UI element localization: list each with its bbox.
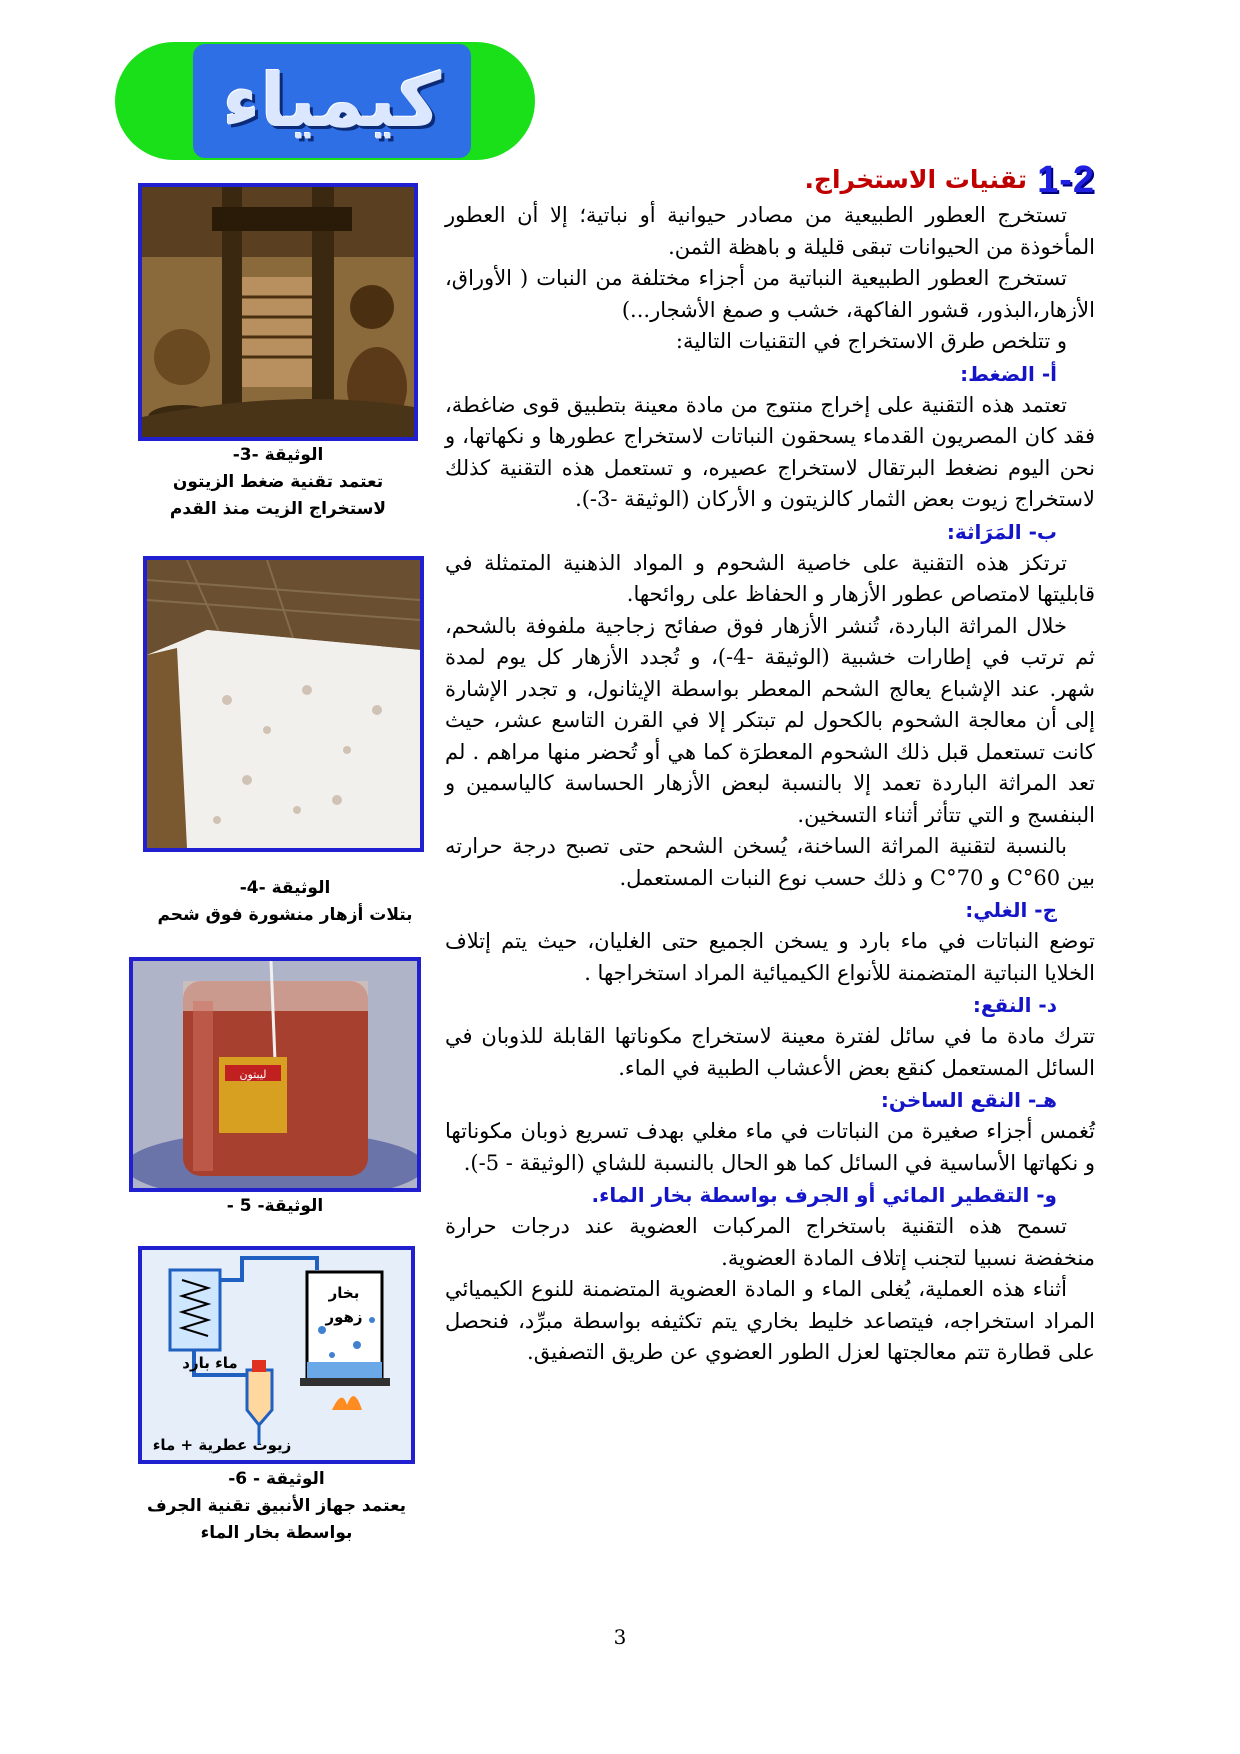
page-number: 3 — [613, 1625, 627, 1649]
diagram-steam-label: بخار — [328, 1284, 360, 1302]
heading-enfleurage: ب- المَرَاثة: — [946, 519, 1057, 544]
paragraph-boiling: توضع النباتات في ماء بارد و يسخن الجميع حتى الغليان، حيث يتم إتلاف الخلايا النباتية المتضمنة للأنواع الكيميائية المراد استخراجها . — [445, 929, 1095, 985]
document-5-image — [129, 957, 421, 1192]
tea-label-text: ليبتون — [239, 1068, 267, 1081]
section-number: 1-2 — [1037, 159, 1095, 201]
section-heading — [445, 160, 1095, 200]
olive-press-illustration — [142, 187, 414, 437]
document-4-image — [143, 556, 424, 852]
heading-maceration: د- النقع: — [972, 993, 1057, 1017]
document-3-caption-line2: لاستخراج الزيت منذ القدم — [169, 499, 387, 519]
document-6-label: الوثيقة - 6- — [228, 1469, 325, 1489]
paragraph-enfleurage: ترتكز هذه التقنية على خاصية الشحوم و المواد الذهنية المتمثلة في قابليتها لامتصاص عطور الأزهار و الحفاظ على روائحها. — [445, 550, 1095, 606]
header-title: كيمياء — [222, 58, 442, 144]
document-6-caption-line1: يعتمد جهاز الأنبيق تقنية الجرف — [146, 1496, 407, 1516]
heading-boiling: ج- الغلي: — [965, 898, 1057, 922]
document-3-caption-line1: تعتمد تقنية ضغط الزيتون — [172, 472, 384, 492]
document-4-label: الوثيقة -4- — [239, 878, 331, 898]
diagram-flowers-label: زهور — [325, 1308, 363, 1326]
diagram-oils-label: زيوت عطرية + ماء — [152, 1436, 292, 1454]
paragraph-intro: تستخرج العطور الطبيعية من مصادر حيوانية أو نباتية؛ إلا أن العطور المأخوذة من الحيوانات تبقى قليلة و باهظة الثمن. — [445, 203, 1095, 259]
paragraph-steam-distillation: تسمح هذه التقنية باستخراج المركبات العضوية عند درجات حرارة منخفضة نسبيا لتجنب إتلاف المادة العضوية. — [445, 1214, 1095, 1270]
document-4-caption-line1: بتلات أزهار منشورة فوق شحم — [157, 905, 413, 925]
condenser-icon — [170, 1270, 220, 1350]
document-3-image — [138, 183, 418, 441]
paragraph-cold-enfleurage: خلال المراثة الباردة، تُنشر الأزهار فوق صفائح زجاجية ملفوفة بالشحم، ثم ترتب في إطارات خشبية (الوثيقة -4-)، و تُجدد الأزهار كل يوم لمدة شهر. عند الإشباع يعالج الشحم المعطر بواسطة الإيثانول، و تجدر الإشارة إلى أن معالجة الشحوم بالكحول لم تبتكر إلا في القرن التاسع عشر، حيث كانت تستعمل قبل ذلك الشحوم المعطرَة كما هي أو تُحضر منها مراهم . لم تعد المراثة الباردة تعمد إلا بالنسبة لبعض الأزهار الحساسة كالياسمين و البنفسج و التي تتأثر أثناء التسخين. — [445, 613, 1095, 827]
document-6-caption-line2: بواسطة بخار الماء — [200, 1523, 353, 1543]
document-6-caption — [138, 1466, 415, 1547]
heading-pressing: أ- الضغط: — [960, 361, 1057, 386]
heading-steam-distillation: و- التقطير المائي أو الجرف بواسطة بخار الماء. — [591, 1183, 1057, 1207]
paragraph-maceration: تترك مادة ما في سائل لفترة معينة لاستخراج مكوناتها القابلة للذوبان في السائل المستعمل كنقع بعض الأعشاب الطبية في الماء. — [445, 1024, 1095, 1080]
document-6-image — [138, 1246, 415, 1464]
alembic-diagram — [142, 1250, 411, 1460]
section-title: تقنيات الاستخراج. — [804, 165, 1028, 194]
document-3-label: الوثيقة -3- — [232, 445, 324, 465]
heading-infusion: هـ- النقع الساخن: — [880, 1088, 1057, 1112]
document-5-label: الوثيقة- 5 - — [226, 1196, 324, 1216]
document-4-caption — [140, 875, 430, 929]
petals-on-fat-photo — [147, 560, 420, 848]
header-title-box — [193, 44, 471, 158]
paragraph-hot-enfleurage: بالنسبة لتقنية المراثة الساخنة، يُسخن الشحم حتى تصبح درجة حرارته بين 60°C و 70°C و ذلك حسب نوع النبات المستعمل. — [445, 834, 1095, 890]
document-5-caption — [129, 1193, 421, 1220]
paragraph-techniques: و تتلخص طرق الاستخراج في التقنيات التالية: — [675, 329, 1067, 353]
tea-glass-photo — [133, 961, 417, 1188]
paragraph-steam-process: أثناء هذه العملية، يُغلى الماء و المادة العضوية المتضمنة للنوع الكيميائي المراد استخراجه، فيتصاعد خليط بخاري يتم تكثيفه بواسطة مبرِّد، فنحصل على قطارة تتم معالجتها لعزل الطور العضوي عن طريق التصفيق. — [445, 1277, 1095, 1364]
paragraph-plant-parts: تستخرج العطور الطبيعية النباتية من أجزاء مختلفة من النبات ( الأوراق، الأزهار،البذور، قشور الفاكهة، خشب و صمغ الأشجار...) — [445, 266, 1095, 322]
main-text-column — [445, 160, 1095, 1369]
diagram-cold-water-label: ماء بارد — [182, 1354, 238, 1372]
paragraph-pressing: تعتمد هذه التقنية على إخراج منتوج من مادة معينة بتطبيق قوى ضاغطة، فقد كان المصريون القدماء يسحقون النباتات لاستخراج عطورها و نكهاتها، و نحن اليوم نضغط البرتقال لاستخراج عصيره، و تستعمل هذه التقنية كذلك لاستخراج زيوت بعض الثمار كالزيتون و الأركان (الوثيقة -3-). — [445, 392, 1095, 511]
document-3-caption — [138, 442, 418, 523]
paragraph-infusion: تُغمس أجزاء صغيرة من النباتات في ماء مغلي بهدف تسريع ذوبان مكوناتها و نكهاتها الأساسية في السائل كما هو الحال بالنسبة للشاي (الوثيقة - 5-). — [445, 1119, 1095, 1175]
